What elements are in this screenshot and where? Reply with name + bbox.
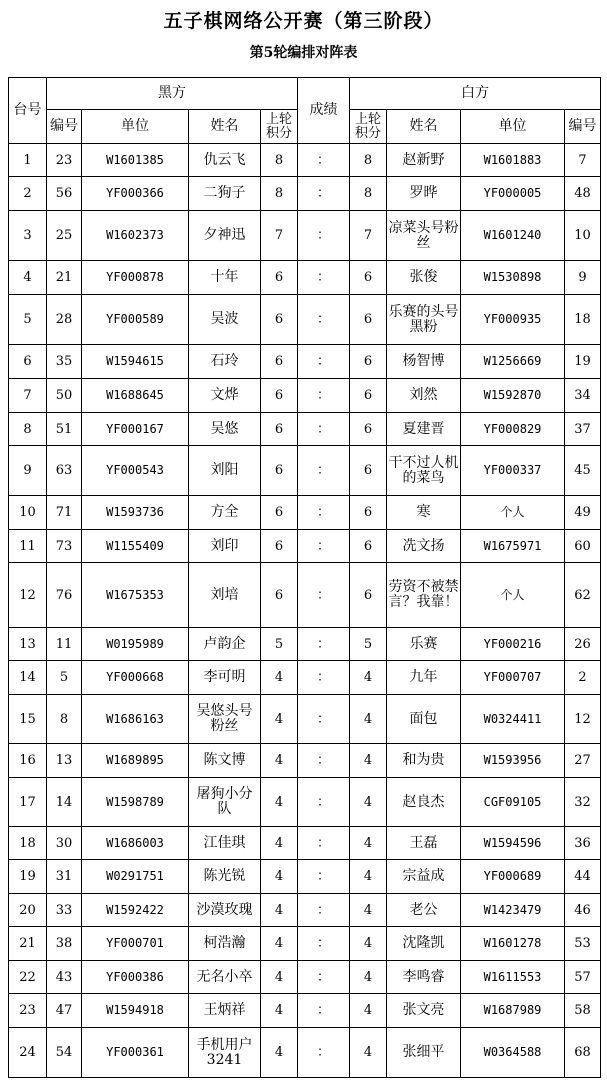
white-number-cell: 2: [565, 661, 601, 695]
header-black-unit: 单位: [82, 110, 189, 144]
black-number-cell: 63: [47, 446, 82, 496]
black-unit-cell: YF000543: [82, 446, 189, 496]
white-last-points-cell: 4: [350, 1028, 387, 1078]
white-name-cell: 罗晔: [387, 177, 461, 211]
black-unit-cell: W1598789: [82, 778, 189, 827]
result-cell: ：: [298, 379, 350, 413]
white-last-points-cell: 6: [350, 345, 387, 379]
table-row: [9, 295, 601, 345]
black-last-points-cell: 4: [261, 961, 298, 994]
white-last-points-cell: 8: [350, 144, 387, 177]
white-unit-cell: W1530898: [461, 261, 565, 295]
table-row: [9, 261, 601, 295]
black-number-cell: 47: [47, 994, 82, 1028]
table-no-cell: 10: [9, 496, 47, 530]
black-name-cell: 刘阳: [189, 446, 261, 496]
black-unit-cell: W0291751: [82, 860, 189, 894]
table-row: [9, 927, 601, 961]
black-last-points-cell: 4: [261, 827, 298, 860]
white-number-cell: 45: [565, 446, 601, 496]
header-black-last-points: 上轮积分: [261, 110, 298, 144]
white-last-points-cell: 7: [350, 211, 387, 261]
black-name-cell: 沙漠玫瑰: [189, 894, 261, 927]
table-row: [9, 211, 601, 261]
table-no-cell: 23: [9, 994, 47, 1028]
white-name-cell: 沈隆凯: [387, 927, 461, 961]
black-number-cell: 76: [47, 563, 82, 628]
black-number-cell: 51: [47, 413, 82, 446]
black-unit-cell: W1592422: [82, 894, 189, 927]
white-name-cell: 赵新野: [387, 144, 461, 177]
black-name-cell: 方全: [189, 496, 261, 530]
table-no-cell: 5: [9, 295, 47, 345]
page-title: 五子棋网络公开赛（第三阶段）: [163, 10, 444, 32]
white-number-cell: 10: [565, 211, 601, 261]
header-black: 黑方: [47, 78, 298, 110]
white-name-cell: 赵良杰: [387, 778, 461, 827]
white-number-cell: 18: [565, 295, 601, 345]
white-unit-cell: W1592870: [461, 379, 565, 413]
white-number-cell: 44: [565, 860, 601, 894]
black-name-cell: 卢韵企: [189, 628, 261, 661]
black-name-cell: 二狗子: [189, 177, 261, 211]
black-unit-cell: W1686003: [82, 827, 189, 860]
black-last-points-cell: 6: [261, 261, 298, 295]
black-name-cell: 吴波: [189, 295, 261, 345]
black-last-points-cell: 4: [261, 744, 298, 778]
white-unit-cell: W1687989: [461, 994, 565, 1028]
black-unit-cell: W1686163: [82, 695, 189, 744]
header-result: 成绩: [298, 78, 350, 144]
black-unit-cell: W1689895: [82, 744, 189, 778]
table-row: [9, 530, 601, 563]
white-name-cell: 九年: [387, 661, 461, 695]
header-white-name: 姓名: [387, 110, 461, 144]
black-number-cell: 33: [47, 894, 82, 927]
white-unit-cell: W1611553: [461, 961, 565, 994]
result-cell: ：: [298, 994, 350, 1028]
white-number-cell: 60: [565, 530, 601, 563]
black-name-cell: 石玲: [189, 345, 261, 379]
table-row: [9, 1028, 601, 1078]
white-last-points-cell: 4: [350, 778, 387, 827]
header-white-last-points: 上轮积分: [350, 110, 387, 144]
black-unit-cell: W1602373: [82, 211, 189, 261]
header-white-number: 编号: [565, 110, 601, 144]
black-last-points-cell: 4: [261, 695, 298, 744]
table-row: [9, 628, 601, 661]
table-no-cell: 17: [9, 778, 47, 827]
black-number-cell: 50: [47, 379, 82, 413]
white-last-points-cell: 4: [350, 927, 387, 961]
black-number-cell: 71: [47, 496, 82, 530]
white-name-cell: 寒: [387, 496, 461, 530]
white-name-cell: 张文亮: [387, 994, 461, 1028]
black-number-cell: 73: [47, 530, 82, 563]
black-unit-cell: YF000361: [82, 1028, 189, 1078]
white-number-cell: 62: [565, 563, 601, 628]
black-number-cell: 31: [47, 860, 82, 894]
result-cell: ：: [298, 496, 350, 530]
black-number-cell: 8: [47, 695, 82, 744]
white-unit-cell: YF000216: [461, 628, 565, 661]
white-last-points-cell: 6: [350, 413, 387, 446]
table-no-cell: 3: [9, 211, 47, 261]
table-row: [9, 961, 601, 994]
black-number-cell: 54: [47, 1028, 82, 1078]
result-cell: ：: [298, 827, 350, 860]
black-unit-cell: YF000668: [82, 661, 189, 695]
header-black-name: 姓名: [189, 110, 261, 144]
result-cell: ：: [298, 144, 350, 177]
white-number-cell: 57: [565, 961, 601, 994]
white-last-points-cell: 4: [350, 744, 387, 778]
result-cell: ：: [298, 1028, 350, 1078]
black-number-cell: 11: [47, 628, 82, 661]
black-last-points-cell: 8: [261, 144, 298, 177]
table-no-cell: 9: [9, 446, 47, 496]
white-last-points-cell: 4: [350, 994, 387, 1028]
white-unit-cell: W0364588: [461, 1028, 565, 1078]
table-row: [9, 379, 601, 413]
black-name-cell: 吴悠: [189, 413, 261, 446]
white-name-cell: 杨智博: [387, 345, 461, 379]
white-unit-cell: W1256669: [461, 345, 565, 379]
black-name-cell: 无名小卒: [189, 961, 261, 994]
black-name-cell: 柯浩瀚: [189, 927, 261, 961]
white-number-cell: 27: [565, 744, 601, 778]
table-row: [9, 177, 601, 211]
white-last-points-cell: 6: [350, 295, 387, 345]
white-last-points-cell: 4: [350, 661, 387, 695]
result-cell: ：: [298, 261, 350, 295]
table-row: [9, 994, 601, 1028]
white-name-cell: 夏建晋: [387, 413, 461, 446]
white-unit-cell: W1675971: [461, 530, 565, 563]
black-last-points-cell: 4: [261, 894, 298, 927]
table-no-cell: 12: [9, 563, 47, 628]
black-number-cell: 56: [47, 177, 82, 211]
white-name-cell: 面包: [387, 695, 461, 744]
black-unit-cell: W1593736: [82, 496, 189, 530]
black-unit-cell: YF000386: [82, 961, 189, 994]
result-cell: ：: [298, 661, 350, 695]
white-name-cell: 老公: [387, 894, 461, 927]
white-name-cell: 宗益成: [387, 860, 461, 894]
black-unit-cell: YF000589: [82, 295, 189, 345]
white-last-points-cell: 6: [350, 496, 387, 530]
table-no-cell: 8: [9, 413, 47, 446]
table-row: [9, 144, 601, 177]
black-name-cell: 吴悠头号粉丝: [189, 695, 261, 744]
black-unit-cell: W1594918: [82, 994, 189, 1028]
white-unit-cell: YF000707: [461, 661, 565, 695]
black-last-points-cell: 6: [261, 446, 298, 496]
black-name-cell: 李可明: [189, 661, 261, 695]
black-last-points-cell: 4: [261, 778, 298, 827]
pairing-table: [8, 77, 601, 1078]
white-name-cell: 干不过人机的菜鸟: [387, 446, 461, 496]
white-name-cell: 和为贵: [387, 744, 461, 778]
result-cell: ：: [298, 446, 350, 496]
table-no-cell: 13: [9, 628, 47, 661]
black-number-cell: 13: [47, 744, 82, 778]
black-last-points-cell: 4: [261, 927, 298, 961]
black-unit-cell: W1675353: [82, 563, 189, 628]
white-number-cell: 58: [565, 994, 601, 1028]
black-unit-cell: W1688645: [82, 379, 189, 413]
result-cell: ：: [298, 177, 350, 211]
black-last-points-cell: 6: [261, 563, 298, 628]
white-last-points-cell: 5: [350, 628, 387, 661]
black-last-points-cell: 6: [261, 413, 298, 446]
black-unit-cell: W1155409: [82, 530, 189, 563]
header-white: 白方: [350, 78, 601, 110]
white-number-cell: 7: [565, 144, 601, 177]
black-name-cell: 手机用户3241: [189, 1028, 261, 1078]
white-unit-cell: YF000005: [461, 177, 565, 211]
black-name-cell: 仇云飞: [189, 144, 261, 177]
black-number-cell: 21: [47, 261, 82, 295]
white-name-cell: 张细平: [387, 1028, 461, 1078]
white-unit-cell: W1593956: [461, 744, 565, 778]
black-unit-cell: W1594615: [82, 345, 189, 379]
result-cell: ：: [298, 778, 350, 827]
black-name-cell: 十年: [189, 261, 261, 295]
black-last-points-cell: 7: [261, 211, 298, 261]
result-cell: ：: [298, 860, 350, 894]
white-last-points-cell: 6: [350, 379, 387, 413]
table-no-cell: 18: [9, 827, 47, 860]
black-name-cell: 文烨: [189, 379, 261, 413]
white-last-points-cell: 6: [350, 446, 387, 496]
header-black-number: 编号: [47, 110, 82, 144]
black-unit-cell: W1601385: [82, 144, 189, 177]
black-last-points-cell: 4: [261, 860, 298, 894]
white-last-points-cell: 8: [350, 177, 387, 211]
black-unit-cell: YF000366: [82, 177, 189, 211]
black-last-points-cell: 5: [261, 628, 298, 661]
page-subtitle: 第5轮编排对阵表: [249, 45, 358, 61]
result-cell: ：: [298, 413, 350, 446]
black-unit-cell: YF000701: [82, 927, 189, 961]
result-cell: ：: [298, 894, 350, 927]
white-unit-cell: YF000935: [461, 295, 565, 345]
black-unit-cell: YF000167: [82, 413, 189, 446]
table-no-cell: 24: [9, 1028, 47, 1078]
table-row: [9, 778, 601, 827]
white-last-points-cell: 6: [350, 563, 387, 628]
white-unit-cell: W1423479: [461, 894, 565, 927]
table-no-cell: 19: [9, 860, 47, 894]
white-last-points-cell: 6: [350, 261, 387, 295]
black-name-cell: 刘培: [189, 563, 261, 628]
result-cell: ：: [298, 695, 350, 744]
white-name-cell: 冼文扬: [387, 530, 461, 563]
black-name-cell: 王炳祥: [189, 994, 261, 1028]
white-unit-cell: W0324411: [461, 695, 565, 744]
white-name-cell: 劳资不被禁言？我靠！: [387, 563, 461, 628]
table-no-cell: 7: [9, 379, 47, 413]
result-cell: ：: [298, 345, 350, 379]
table-row: [9, 695, 601, 744]
white-unit-cell: 个人: [461, 496, 565, 530]
table-no-cell: 6: [9, 345, 47, 379]
white-number-cell: 46: [565, 894, 601, 927]
table-row: [9, 496, 601, 530]
table-no-cell: 2: [9, 177, 47, 211]
header-table-no: 台号: [9, 78, 47, 144]
result-cell: ：: [298, 295, 350, 345]
white-name-cell: 王磊: [387, 827, 461, 860]
table-row: [9, 446, 601, 496]
result-cell: ：: [298, 961, 350, 994]
black-last-points-cell: 6: [261, 295, 298, 345]
white-name-cell: 李鸣睿: [387, 961, 461, 994]
white-last-points-cell: 4: [350, 827, 387, 860]
black-number-cell: 25: [47, 211, 82, 261]
white-number-cell: 36: [565, 827, 601, 860]
table-no-cell: 14: [9, 661, 47, 695]
result-cell: ：: [298, 530, 350, 563]
black-last-points-cell: 4: [261, 994, 298, 1028]
black-name-cell: 夕神迅: [189, 211, 261, 261]
white-last-points-cell: 4: [350, 860, 387, 894]
black-last-points-cell: 4: [261, 661, 298, 695]
white-last-points-cell: 4: [350, 695, 387, 744]
white-number-cell: 49: [565, 496, 601, 530]
table-row: [9, 744, 601, 778]
white-number-cell: 32: [565, 778, 601, 827]
black-number-cell: 14: [47, 778, 82, 827]
white-number-cell: 19: [565, 345, 601, 379]
result-cell: ：: [298, 563, 350, 628]
white-name-cell: 乐赛的头号黑粉: [387, 295, 461, 345]
table-row: [9, 827, 601, 860]
white-name-cell: 乐赛: [387, 628, 461, 661]
black-unit-cell: YF000878: [82, 261, 189, 295]
black-name-cell: 江佳琪: [189, 827, 261, 860]
table-row: [9, 413, 601, 446]
white-unit-cell: CGF09105: [461, 778, 565, 827]
white-number-cell: 9: [565, 261, 601, 295]
table-row: [9, 894, 601, 927]
white-unit-cell: W1601240: [461, 211, 565, 261]
black-last-points-cell: 6: [261, 379, 298, 413]
white-number-cell: 53: [565, 927, 601, 961]
black-number-cell: 28: [47, 295, 82, 345]
white-name-cell: 张俊: [387, 261, 461, 295]
table-row: [9, 563, 601, 628]
white-unit-cell: W1601883: [461, 144, 565, 177]
white-unit-cell: YF000337: [461, 446, 565, 496]
table-row: [9, 661, 601, 695]
black-last-points-cell: 6: [261, 530, 298, 563]
black-last-points-cell: 6: [261, 345, 298, 379]
table-no-cell: 22: [9, 961, 47, 994]
white-last-points-cell: 6: [350, 530, 387, 563]
white-number-cell: 48: [565, 177, 601, 211]
white-unit-cell: YF000829: [461, 413, 565, 446]
black-number-cell: 30: [47, 827, 82, 860]
table-no-cell: 1: [9, 144, 47, 177]
black-name-cell: 刘印: [189, 530, 261, 563]
result-cell: ：: [298, 211, 350, 261]
header-white-unit: 单位: [461, 110, 565, 144]
white-unit-cell: YF000689: [461, 860, 565, 894]
black-unit-cell: W0195989: [82, 628, 189, 661]
table-no-cell: 20: [9, 894, 47, 927]
table-row: [9, 860, 601, 894]
table-no-cell: 16: [9, 744, 47, 778]
black-number-cell: 35: [47, 345, 82, 379]
white-last-points-cell: 4: [350, 894, 387, 927]
black-number-cell: 5: [47, 661, 82, 695]
black-last-points-cell: 4: [261, 1028, 298, 1078]
white-number-cell: 34: [565, 379, 601, 413]
white-unit-cell: W1594596: [461, 827, 565, 860]
table-no-cell: 4: [9, 261, 47, 295]
white-number-cell: 26: [565, 628, 601, 661]
white-name-cell: 凉菜头号粉丝: [387, 211, 461, 261]
black-number-cell: 23: [47, 144, 82, 177]
black-name-cell: 陈光锐: [189, 860, 261, 894]
result-cell: ：: [298, 927, 350, 961]
white-last-points-cell: 4: [350, 961, 387, 994]
table-no-cell: 15: [9, 695, 47, 744]
black-name-cell: 屠狗小分队: [189, 778, 261, 827]
white-number-cell: 12: [565, 695, 601, 744]
result-cell: ：: [298, 744, 350, 778]
result-cell: ：: [298, 628, 350, 661]
white-unit-cell: W1601278: [461, 927, 565, 961]
table-row: [9, 345, 601, 379]
white-name-cell: 刘然: [387, 379, 461, 413]
white-number-cell: 68: [565, 1028, 601, 1078]
table-no-cell: 21: [9, 927, 47, 961]
white-number-cell: 37: [565, 413, 601, 446]
black-last-points-cell: 8: [261, 177, 298, 211]
black-name-cell: 陈文博: [189, 744, 261, 778]
table-no-cell: 11: [9, 530, 47, 563]
black-last-points-cell: 6: [261, 496, 298, 530]
black-number-cell: 38: [47, 927, 82, 961]
white-unit-cell: 个人: [461, 563, 565, 628]
black-number-cell: 43: [47, 961, 82, 994]
